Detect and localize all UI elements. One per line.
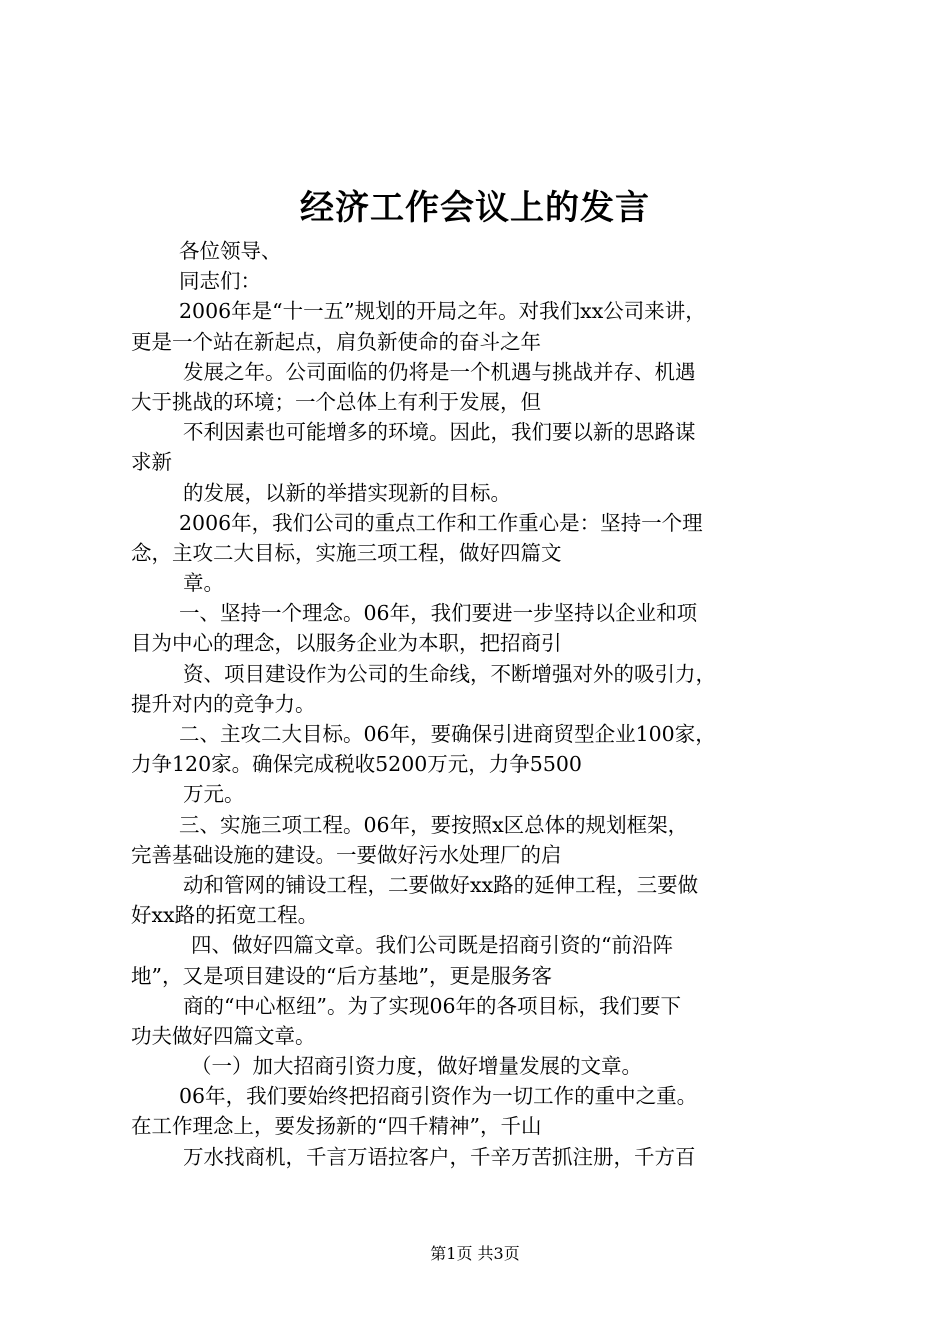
text-line: 同志们： xyxy=(179,269,261,294)
text-line: 各位领导、 xyxy=(179,239,282,263)
text-line: 好xx路的拓宽工程。 xyxy=(131,903,319,928)
text-line: 不利因素也可能增多的环境。因此，我们要以新的思路谋 xyxy=(183,420,696,445)
text-line: 动和管网的铺设工程，二要做好xx路的延伸工程，三要做 xyxy=(183,872,699,897)
text-line: 力争120家。确保完成税收5200万元，力争5500 xyxy=(131,752,582,777)
text-line: 念，主攻二大目标，实施三项工程，做好四篇文 xyxy=(131,540,562,565)
text-line: 在工作理念上，要发扬新的“四千精神”，千山 xyxy=(131,1114,542,1139)
text-line: 2006年是“十一五”规划的开局之年。对我们xx公司来讲， xyxy=(179,299,706,324)
text-line: （一）加大招商引资力度，做好增量发展的文章。 xyxy=(191,1054,642,1079)
text-line: 2006年，我们公司的重点工作和工作重心是：坚持一个理 xyxy=(179,510,703,535)
text-line: 章。 xyxy=(183,571,224,596)
text-line: 商的“中心枢纽”。为了实现06年的各项目标，我们要下 xyxy=(183,993,682,1018)
text-line: 06年，我们要始终把招商引资作为一切工作的重中之重。 xyxy=(179,1084,698,1109)
text-line: 提升对内的竞争力。 xyxy=(131,691,316,716)
text-line: 完善基础设施的建设。一要做好污水处理厂的启 xyxy=(131,842,562,867)
text-line: 万元。 xyxy=(183,782,245,807)
page-footer: 第1页 共3页 xyxy=(430,1244,520,1263)
document-title: 经济工作会议上的发言 xyxy=(300,188,650,228)
document-body xyxy=(131,236,831,1172)
text-line: 求新 xyxy=(131,450,172,475)
text-line: 功夫做好四篇文章。 xyxy=(131,1023,316,1048)
text-line: 四、做好四篇文章。我们公司既是招商引资的“前沿阵 xyxy=(191,933,673,958)
text-line: 发展之年。公司面临的仍将是一个机遇与挑战并存、机遇 xyxy=(183,359,696,384)
text-line: 资、项目建设作为公司的生命线，不断增强对外的吸引力， xyxy=(183,661,716,686)
text-line: 二、主攻二大目标。06年，要确保引进商贸型企业100家， xyxy=(179,722,716,746)
text-line: 大于挑战的环境；一个总体上有利于发展，但 xyxy=(131,389,541,414)
text-line: 的发展，以新的举措实现新的目标。 xyxy=(183,480,511,505)
text-line: 三、实施三项工程。06年，要按照x区总体的规划框架， xyxy=(179,812,689,837)
text-line: 目为中心的理念，以服务企业为本职，把招商引 xyxy=(131,631,562,656)
text-line: 地”，又是项目建设的“后方基地”，更是服务客 xyxy=(131,963,552,988)
text-line: 更是一个站在新起点，肩负新使命的奋斗之年 xyxy=(131,329,541,354)
text-line: 一、坚持一个理念。06年，我们要进一步坚持以企业和项 xyxy=(179,601,698,626)
text-line: 万水找商机，千言万语拉客户，千辛万苦抓注册，千方百 xyxy=(183,1144,696,1169)
